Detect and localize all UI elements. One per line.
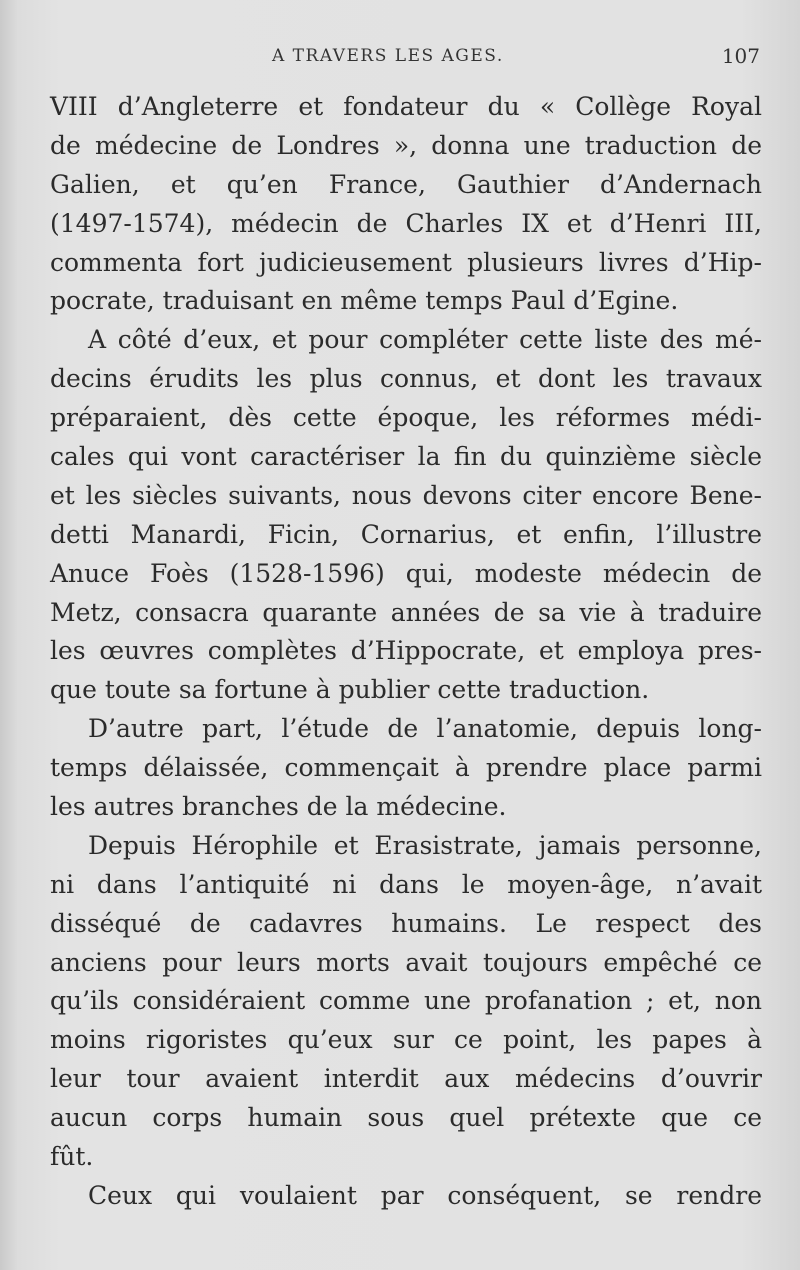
running-title: A TRAVERS LES AGES. [272, 46, 504, 66]
text-line: commenta fort judicieusement plusieurs livres d’Hip- [50, 247, 762, 277]
text-line: A côté d’eux, et pour compléter cette liste des mé- [88, 325, 762, 355]
paragraph-4 [50, 827, 762, 1177]
body-text [50, 88, 762, 1216]
text-line: moins rigoristes qu’eux sur ce point, les papes à [50, 1025, 762, 1055]
paragraph-2 [50, 321, 762, 710]
paragraph-3 [50, 710, 762, 827]
text-line: ni dans l’antiquité ni dans le moyen-âge, n’avait [50, 869, 762, 899]
text-line: aucun corps humain sous quel prétexte que ce [50, 1103, 762, 1133]
text-line: anciens pour leurs morts avait toujours empêché ce [50, 947, 762, 977]
text-line: Ceux qui voulaient par conséquent, se rendre [88, 1180, 762, 1210]
text-line: préparaient, dès cette époque, les réformes médi- [50, 403, 762, 433]
text-line: (1497-1574), médecin de Charles IX et d’Henri III, [50, 208, 762, 238]
text-line: que toute sa fortune à publier cette traduction. [50, 675, 650, 705]
text-line: de médecine de Londres », donna une traduction de [50, 130, 762, 160]
text-line: disséqué de cadavres humains. Le respect des [50, 908, 762, 938]
text-line: Galien, et qu’en France, Gauthier d’Andernach [50, 169, 762, 199]
text-line: cales qui vont caractériser la fin du quinzième siècle [50, 442, 762, 472]
text-line: fût. [50, 1142, 94, 1172]
text-line: qu’ils considéraient comme une profanation ; et, non [50, 986, 762, 1016]
text-line: les autres branches de la médecine. [50, 792, 507, 822]
paragraph-1 [50, 88, 762, 321]
page-number: 107 [721, 44, 760, 68]
text-line: D’autre part, l’étude de l’anatomie, depuis long- [88, 714, 762, 744]
paragraph-5 [50, 1177, 762, 1216]
text-line: les œuvres complètes d’Hippocrate, et employa pres- [50, 636, 762, 666]
text-line: temps délaissée, commençait à prendre place parmi [50, 753, 762, 783]
text-line: Metz, consacra quarante années de sa vie à traduire [50, 597, 762, 627]
text-line: detti Manardi, Ficin, Cornarius, et enfin, l’illustre [50, 519, 762, 549]
text-line: Anuce Foès (1528-1596) qui, modeste médecin de [50, 558, 762, 588]
text-line: et les siècles suivants, nous devons citer encore Bene- [50, 480, 762, 510]
text-line: VIII d’Angleterre et fondateur du « Collège Royal [50, 92, 762, 121]
text-line: pocrate, traduisant en même temps Paul d’Egine. [50, 286, 679, 316]
text-line: leur tour avaient interdit aux médecins d’ouvrir [50, 1064, 762, 1094]
text-line: Depuis Hérophile et Erasistrate, jamais personne, [88, 830, 762, 860]
page-header [50, 42, 760, 74]
text-line: decins érudits les plus connus, et dont les travaux [50, 364, 762, 394]
